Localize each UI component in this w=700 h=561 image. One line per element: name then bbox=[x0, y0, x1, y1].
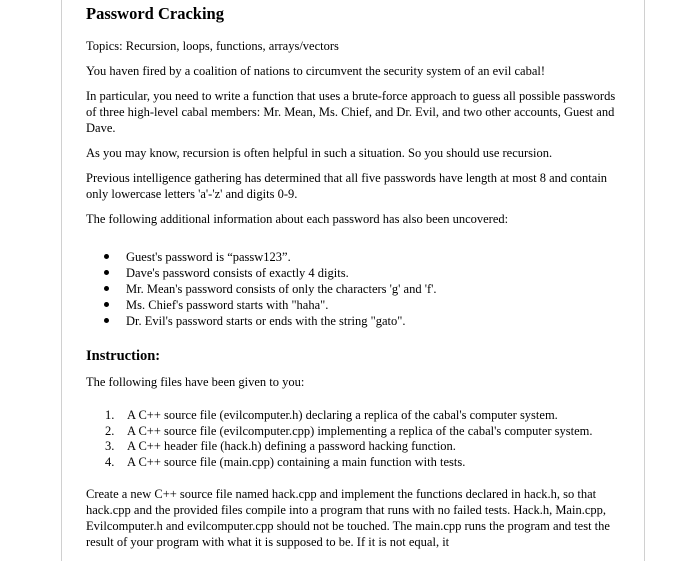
list-item-text: A C++ source file (evilcomputer.cpp) implementing a replica of the cabal's computer system. bbox=[127, 423, 593, 438]
list-item-text: Dave's password consists of exactly 4 digits. bbox=[126, 266, 349, 280]
list-item-text: Guest's password is “passw123”. bbox=[126, 250, 291, 264]
list-item bbox=[104, 265, 626, 281]
list-item-text: A C++ header file (hack.h) defining a password hacking function. bbox=[127, 439, 456, 453]
password-hints-list bbox=[86, 249, 626, 329]
list-item bbox=[104, 249, 626, 265]
list-item bbox=[105, 408, 626, 424]
list-item-text: A C++ source file (main.cpp) containing a main function with tests. bbox=[127, 454, 466, 469]
intro-paragraph: You haven fired by a coalition of nations to circumvent the security system of an evil cabal! bbox=[86, 64, 546, 78]
list-item-number: 1. bbox=[105, 408, 115, 422]
list-item-text: A C++ source file (evilcomputer.h) declaring a replica of the cabal's computer system. bbox=[127, 408, 558, 422]
list-item-number: 4. bbox=[105, 454, 115, 469]
bullet-icon bbox=[104, 286, 109, 291]
page-title: Password Cracking bbox=[86, 4, 224, 23]
document-content bbox=[86, 4, 626, 559]
list-item bbox=[104, 281, 626, 297]
list-item-number: 3. bbox=[105, 439, 115, 453]
list-item bbox=[104, 313, 626, 329]
constraints-paragraph: Previous intelligence gathering has determined that all five passwords have length at most 8 and contain only lowercase letters 'a'-'z' and digits 0-9. bbox=[86, 171, 608, 201]
list-item-text: Dr. Evil's password starts or ends with the string "gato". bbox=[126, 314, 406, 328]
bullet-icon bbox=[104, 302, 109, 307]
task-paragraph: In particular, you need to write a function that uses a brute-force approach to guess all possible passwords of three high-level cabal members: Mr. Mean, Ms. Chief, and Dr. Evil, and two other accounts, Guest and Dave. bbox=[86, 89, 616, 135]
final-paragraph: Create a new C++ source file named hack.cpp and implement the functions declared in hack.h, so that hack.cpp and the provided files compile into a program that runs with no failed tests. Hack.h, Main.cpp, Evilcomputer.h and evilcomputer.cpp should not be touched. The main.cpp runs the program and test the result of your program with what it is supposed to be. If it is not equal, it bbox=[86, 487, 610, 549]
list-item bbox=[105, 455, 626, 471]
bullet-icon bbox=[104, 254, 109, 259]
list-item-text: Ms. Chief's password starts with "haha". bbox=[126, 298, 329, 312]
bullet-icon bbox=[104, 270, 109, 275]
list-item-number: 2. bbox=[105, 423, 115, 438]
list-item-text: Mr. Mean's password consists of only the characters 'g' and 'f'. bbox=[126, 282, 437, 296]
additional-info-paragraph: The following additional information about each password has also been uncovered: bbox=[86, 212, 509, 226]
files-list bbox=[86, 408, 626, 470]
list-item bbox=[104, 297, 626, 313]
document-page bbox=[61, 0, 645, 561]
topics-paragraph: Topics: Recursion, loops, functions, arrays/vectors bbox=[86, 39, 339, 53]
instruction-heading: Instruction: bbox=[86, 348, 161, 364]
list-item bbox=[105, 424, 626, 440]
files-intro-paragraph: The following files have been given to you: bbox=[86, 375, 305, 389]
recursion-paragraph: As you may know, recursion is often helpful in such a situation. So you should use recursion. bbox=[86, 146, 553, 160]
list-item bbox=[105, 439, 626, 455]
bullet-icon bbox=[104, 318, 109, 323]
